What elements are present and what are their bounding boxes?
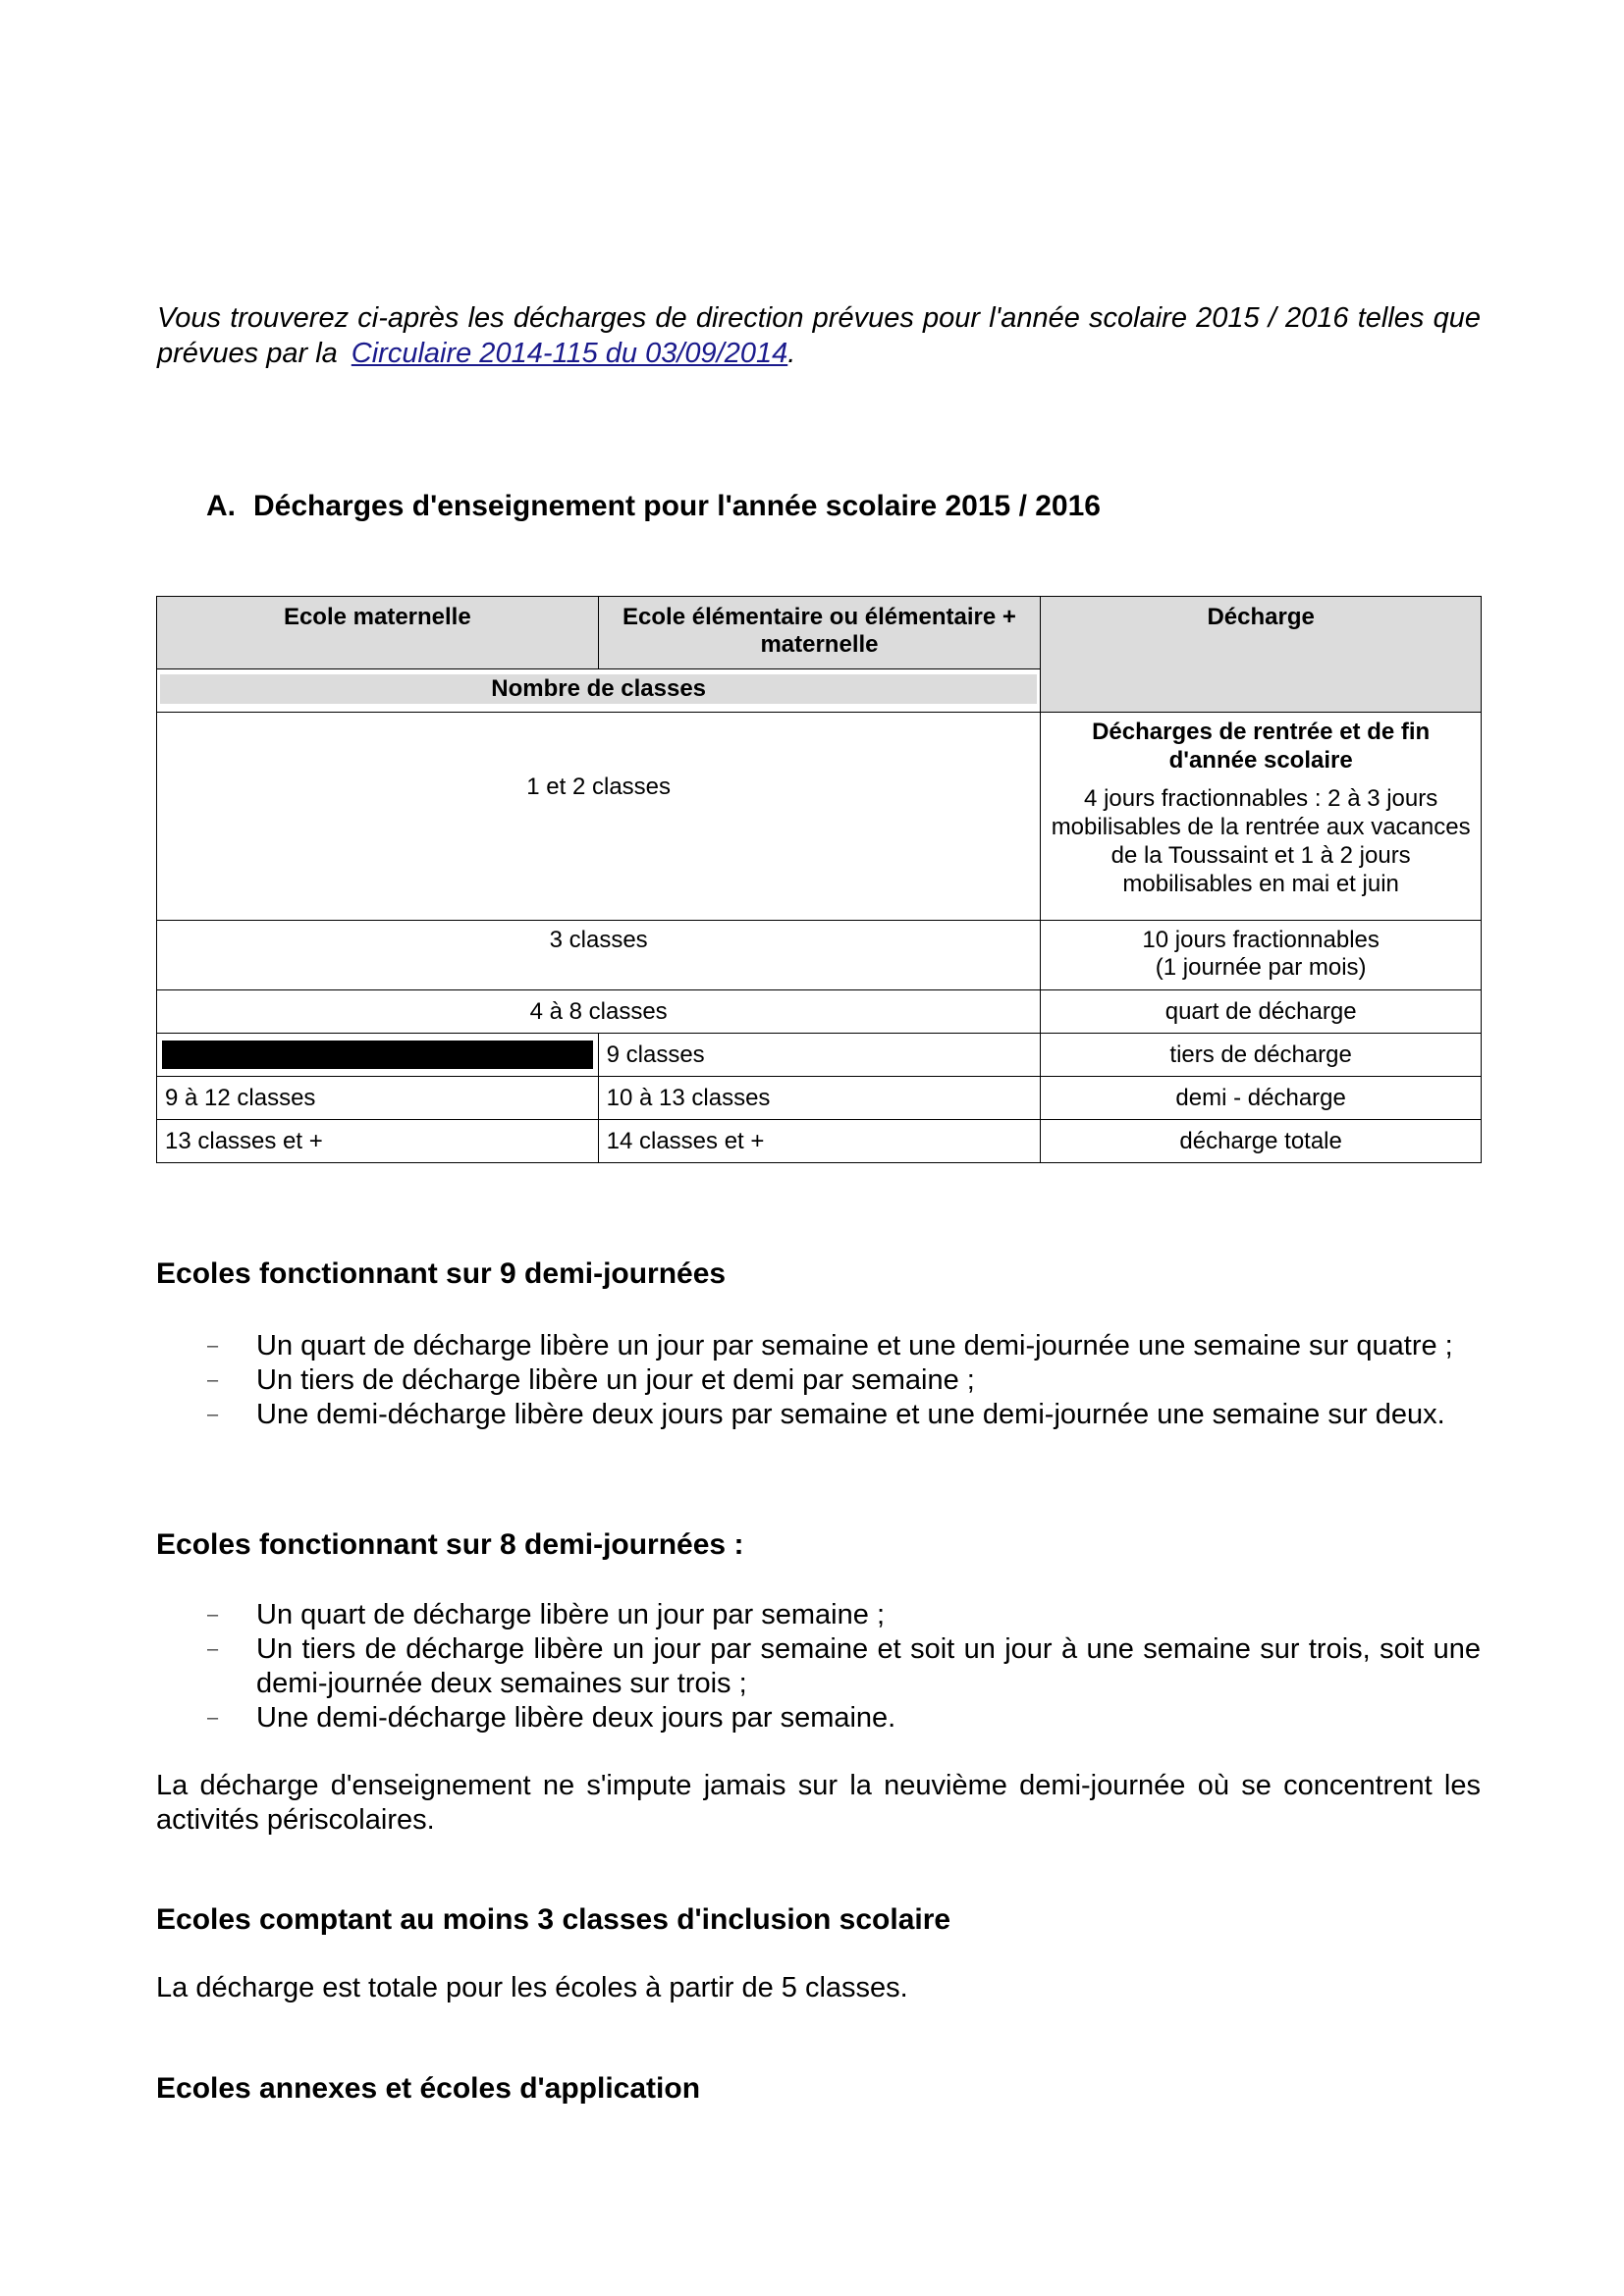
section-8-list <box>156 1598 1481 1735</box>
row2-classes: 3 classes <box>157 921 1041 990</box>
section-annexes-heading: Ecoles annexes et écoles d'application <box>156 2072 701 2105</box>
row6-elementaire: 14 classes et + <box>598 1120 1041 1163</box>
row1-classes: 1 et 2 classes <box>157 713 1041 921</box>
row1-decharge-title: Décharges de rentrée et de fin d'année scolaire <box>1092 719 1431 774</box>
list-item: – Un quart de décharge libère un jour par semaine et une demi-journée une semaine sur quatre ; <box>156 1329 1481 1363</box>
row6-maternelle: 13 classes et + <box>157 1120 599 1163</box>
row4-elementaire: 9 classes <box>598 1034 1041 1077</box>
row1-decharge-detail: 4 jours fractionnables : 2 à 3 jours mobilisables de la rentrée aux vacances de la Toussaint et 1 à 2 jours mobilisables en mai et juin <box>1051 785 1471 897</box>
decharges-table <box>156 596 1482 1163</box>
section-a-text: Décharges d'enseignement pour l'année scolaire 2015 / 2016 <box>253 490 1101 522</box>
list-item: – Une demi-décharge libère deux jours par semaine. <box>156 1701 1481 1735</box>
row1-decharge <box>1041 713 1482 921</box>
row5-elementaire: 10 à 13 classes <box>598 1077 1041 1120</box>
section-9-list <box>156 1329 1481 1432</box>
header-decharge: Décharge <box>1041 597 1482 713</box>
section-inclusion-text: La décharge est totale pour les écoles à partir de 5 classes. <box>156 1972 908 2003</box>
row4-maternelle <box>157 1034 599 1077</box>
row3-decharge: quart de décharge <box>1041 990 1482 1034</box>
section-8-note: La décharge d'enseignement ne s'impute jamais sur la neuvième demi-journée où se concentrent les activités périscolaires. <box>156 1770 1481 1836</box>
row5-decharge: demi - décharge <box>1041 1077 1482 1120</box>
section-9-heading: Ecoles fonctionnant sur 9 demi-journées <box>156 1257 727 1290</box>
circulaire-link[interactable]: Circulaire 2014-115 du 03/09/2014 <box>351 338 788 369</box>
intro-text: Vous trouverez ci-après les décharges de direction prévues pour l'année scolaire 2015 / 2016 telles que prévues par la <box>157 302 1481 369</box>
section-inclusion-heading: Ecoles comptant au moins 3 classes d'inclusion scolaire <box>156 1903 951 1936</box>
row5-maternelle: 9 à 12 classes <box>157 1077 599 1120</box>
section-a-title <box>206 490 1101 523</box>
list-item: – Un tiers de décharge libère un jour par semaine et soit un jour à une semaine sur trois, soit une demi-journée deux semaines sur trois ; <box>156 1632 1481 1701</box>
list-item: – Un quart de décharge libère un jour par semaine ; <box>156 1598 1481 1632</box>
section-a-letter: A. <box>206 490 236 522</box>
list-item: – Un tiers de décharge libère un jour et demi par semaine ; <box>156 1363 1481 1398</box>
row2-decharge-line1: 10 jours fractionnables <box>1142 927 1380 953</box>
header-nombre-cell <box>157 669 1041 713</box>
row6-decharge: décharge totale <box>1041 1120 1482 1163</box>
intro-paragraph <box>157 300 1481 371</box>
row2-decharge-line2: (1 journée par mois) <box>1155 954 1367 981</box>
redacted-block <box>162 1041 593 1069</box>
header-maternelle: Ecole maternelle <box>157 597 599 669</box>
header-nombre: Nombre de classes <box>160 674 1037 704</box>
section-8-heading: Ecoles fonctionnant sur 8 demi-journées : <box>156 1528 744 1561</box>
header-elementaire: Ecole élémentaire ou élémentaire + maternelle <box>598 597 1041 669</box>
row4-decharge: tiers de décharge <box>1041 1034 1482 1077</box>
row3-classes: 4 à 8 classes <box>157 990 1041 1034</box>
intro-end: . <box>787 338 796 369</box>
list-item: – Une demi-décharge libère deux jours par semaine et une demi-journée une semaine sur deux. <box>156 1398 1481 1432</box>
row2-decharge <box>1041 921 1482 990</box>
